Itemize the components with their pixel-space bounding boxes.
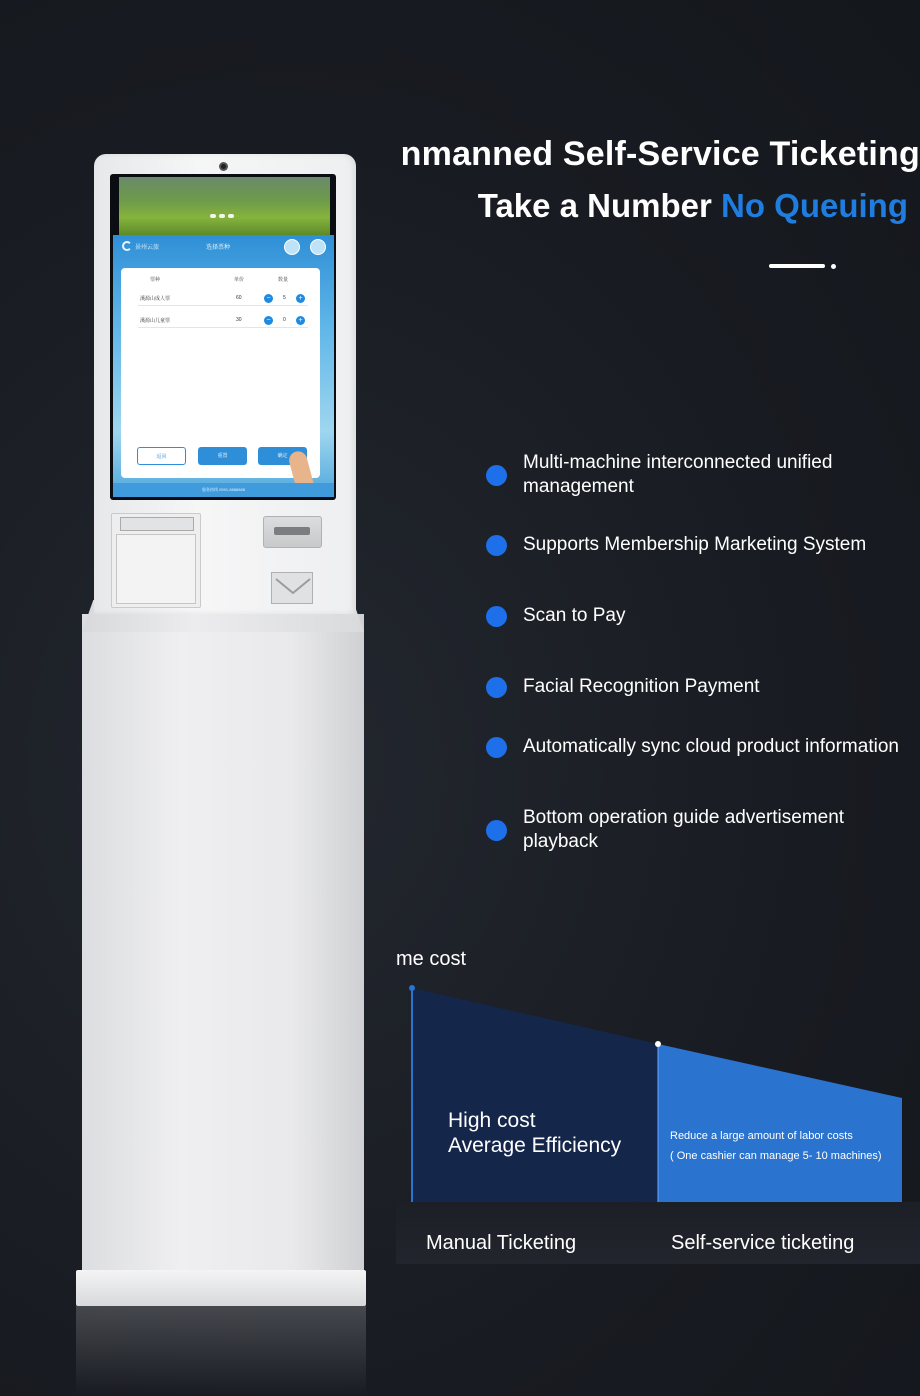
card-slot (120, 517, 194, 531)
manual-cost-area (412, 988, 658, 1202)
plus-icon[interactable]: + (296, 316, 305, 325)
screen-title: 选择票种 (206, 245, 231, 251)
banner-image (119, 177, 330, 235)
screen-footer: 服务热线 0591-8888888 (113, 483, 334, 497)
feature-item (486, 806, 906, 854)
feature-item (486, 735, 906, 759)
table-row[interactable] (138, 291, 308, 306)
confirm-button[interactable]: 确定 (258, 447, 307, 465)
manual-line2: Average Efficiency (448, 1134, 622, 1157)
bullet-dot-icon (486, 535, 507, 556)
ticket-price: 30 (236, 317, 242, 323)
col-ticket: 票种 (150, 277, 161, 283)
bullet-dot-icon (486, 606, 507, 627)
ticket-outlet-icon (271, 572, 313, 604)
manual-line1: High cost (448, 1109, 536, 1132)
feature-item (486, 451, 906, 499)
bullet-dot-icon (486, 677, 507, 698)
self-service-description (670, 1126, 882, 1166)
feature-text: Supports Membership Marketing System (523, 534, 867, 555)
ticket-price: 60 (236, 295, 242, 301)
ticket-name: 溪源山儿童票 (140, 318, 171, 324)
ticket-qty: 0 (283, 317, 286, 323)
bullet-dot-icon (486, 465, 507, 486)
start-point-dot (409, 985, 415, 991)
carousel-dots (210, 214, 238, 218)
kiosk-illustration (0, 0, 400, 1396)
app-logo (122, 239, 182, 253)
feature-text: Bottom operation guide advertisement playback (523, 807, 845, 852)
camera-icon (219, 162, 228, 171)
feature-text: Scan to Pay (523, 605, 626, 626)
feature-text: Automatically sync cloud product information (523, 736, 899, 757)
headline-prefix: Take a Number (477, 187, 722, 224)
self-service-line1: Reduce a large amount of labor costs (670, 1130, 853, 1142)
kiosk-pedestal (82, 614, 364, 1274)
bullet-dot-icon (486, 820, 507, 841)
cost-label: me cost (396, 948, 467, 970)
feature-item (486, 604, 906, 628)
self-service-line2: ( One cashier can manage 5- 10 machines) (670, 1150, 882, 1162)
minus-icon[interactable]: − (264, 316, 273, 325)
home-icon[interactable] (310, 239, 326, 255)
minus-icon[interactable]: − (264, 294, 273, 303)
ticket-qty: 5 (283, 295, 286, 301)
back-button[interactable]: 返回 (137, 447, 186, 465)
self-service-category-label: Self-service ticketing (671, 1232, 855, 1254)
headline-line1: nmanned Self-Service Ticketing (400, 135, 920, 173)
ticket-name: 溪源山成人票 (140, 296, 171, 302)
col-price: 单价 (234, 277, 245, 283)
bullet-dot-icon (486, 737, 507, 758)
table-row[interactable] (138, 313, 308, 328)
self-service-cost-area (658, 1044, 902, 1202)
kiosk-base (76, 1270, 366, 1306)
feature-item (486, 533, 906, 557)
mid-point-dot (655, 1041, 661, 1047)
divider-dot (831, 264, 836, 269)
plus-icon[interactable]: + (296, 294, 305, 303)
headline-line2 (396, 187, 908, 225)
headline-highlight: No Queuing (721, 187, 908, 224)
manual-category-label: Manual Ticketing (426, 1232, 577, 1254)
reset-button[interactable]: 重置 (198, 447, 247, 465)
receipt-window (116, 534, 196, 604)
logo-icon (122, 241, 132, 251)
ticket-printer (263, 516, 322, 548)
col-qty: 数量 (278, 277, 289, 283)
feature-text: Facial Recognition Payment (523, 676, 760, 697)
card-reader (111, 513, 201, 608)
feature-item (486, 675, 906, 699)
floor-reflection (76, 1306, 366, 1396)
app-name: 景州云旅 (135, 244, 160, 251)
manual-description (448, 1108, 621, 1158)
heading-divider (769, 264, 825, 268)
feature-text: Multi-machine interconnected unified management (523, 452, 833, 497)
timer-badge (284, 239, 300, 255)
